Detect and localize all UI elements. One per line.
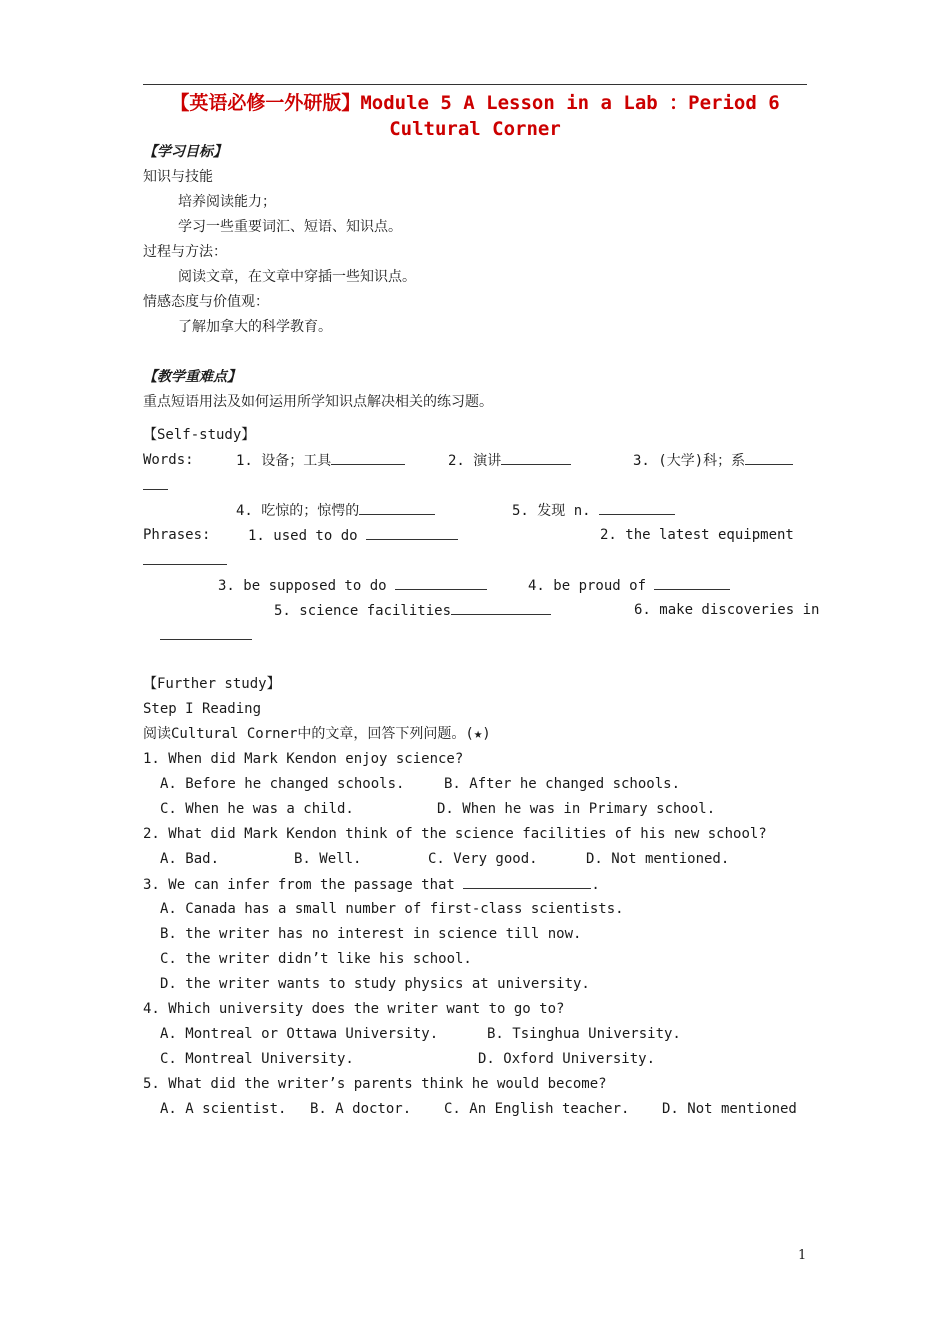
word-item: 4. 吃惊的；惊愕的 — [236, 500, 435, 521]
option[interactable]: B. Well. — [294, 851, 362, 867]
title-line-2: Cultural Corner — [389, 118, 561, 140]
answer-blank-continued[interactable] — [143, 475, 168, 496]
option[interactable]: D. Not mentioned — [662, 1101, 797, 1117]
phrase-item: 4. be proud of — [528, 575, 730, 596]
answer-blank[interactable] — [501, 450, 571, 465]
option[interactable]: C. When he was a child. — [160, 801, 354, 817]
option[interactable]: B. A doctor. — [310, 1101, 412, 1117]
word-item: 5. 发现 n. — [512, 500, 675, 521]
answer-blank[interactable] — [359, 500, 435, 515]
answer-blank[interactable] — [395, 575, 487, 590]
page-number: 1 — [798, 1248, 807, 1263]
option[interactable]: B. After he changed schools. — [444, 776, 681, 792]
question: 3. We can infer from the passage that . — [143, 874, 600, 895]
phrase-item: 3. be supposed to do — [218, 575, 487, 596]
words-label: Words: — [143, 452, 194, 468]
title-line-1: 【英语必修一外研版】Module 5 A Lesson in a Lab ：Period 6 — [170, 92, 780, 114]
attitude-label: 情感态度与价值观： — [143, 294, 269, 310]
option[interactable]: A. A scientist. — [160, 1101, 287, 1117]
process-item: 阅读文章，在文章中穿插一些知识点。 — [178, 269, 416, 285]
option[interactable]: A. Canada has a small number of first-class scientists. — [160, 901, 624, 917]
word-item: 1. 设备；工具 — [236, 450, 405, 471]
answer-blank[interactable] — [366, 525, 458, 540]
further-study-heading: 【Further study】 — [143, 676, 281, 692]
option[interactable]: A. Bad. — [160, 851, 220, 867]
knowledge-label: 知识与技能 — [143, 169, 213, 185]
self-study-heading: 【Self-study】 — [143, 427, 256, 443]
option[interactable]: C. Very good. — [428, 851, 538, 867]
attitude-item: 了解加拿大的科学教育。 — [178, 319, 332, 335]
option[interactable]: A. Montreal or Ottawa University. — [160, 1026, 439, 1042]
keypoints-text: 重点短语用法及如何运用所学知识点解决相关的练习题。 — [143, 394, 493, 410]
answer-blank[interactable] — [599, 500, 675, 515]
option[interactable]: D. Not mentioned. — [586, 851, 730, 867]
phrase-item: 1. used to do — [248, 525, 458, 546]
answer-blank[interactable] — [451, 600, 551, 615]
option[interactable]: C. Montreal University. — [160, 1051, 354, 1067]
answer-blank[interactable] — [331, 450, 405, 465]
question: 5. What did the writer’s parents think he would become? — [143, 1076, 607, 1092]
question: 2. What did Mark Kendon think of the science facilities of his new school? — [143, 826, 767, 842]
option[interactable]: D. When he was in Primary school. — [437, 801, 716, 817]
answer-blank[interactable] — [654, 575, 730, 590]
option[interactable]: B. Tsinghua University. — [487, 1026, 681, 1042]
word-item: 2. 演讲 — [448, 450, 571, 471]
answer-blank-continued[interactable] — [160, 625, 252, 646]
answer-blank[interactable] — [745, 450, 793, 465]
option[interactable]: D. the writer wants to study physics at university. — [160, 976, 590, 992]
phrase-item: 6. make discoveries in — [634, 602, 820, 618]
option[interactable]: C. An English teacher. — [444, 1101, 630, 1117]
phrase-item: 2. the latest equipment — [600, 527, 794, 543]
question: 4. Which university does the writer want to go to? — [143, 1001, 565, 1017]
answer-blank-continued[interactable] — [143, 550, 227, 571]
option[interactable]: B. the writer has no interest in science till now. — [160, 926, 582, 942]
option[interactable]: A. Before he changed schools. — [160, 776, 405, 792]
knowledge-item: 培养阅读能力； — [178, 194, 276, 210]
phrase-item: 5. science facilities — [274, 600, 551, 621]
phrases-label: Phrases: — [143, 527, 211, 543]
question: 1. When did Mark Kendon enjoy science? — [143, 751, 464, 767]
answer-blank[interactable] — [463, 874, 591, 889]
page-title — [143, 90, 807, 142]
knowledge-item: 学习一些重要词汇、短语、知识点。 — [178, 219, 402, 235]
instruction: 阅读Cultural Corner中的文章，回答下列问题。(★) — [143, 726, 491, 742]
process-label: 过程与方法： — [143, 244, 227, 260]
objectives-heading: 【学习目标】 — [143, 144, 227, 160]
option[interactable]: C. the writer didn’t like his school. — [160, 951, 472, 967]
word-item: 3. (大学)科；系 — [633, 450, 793, 471]
header-rule — [143, 84, 807, 85]
keypoints-heading: 【教学重难点】 — [143, 369, 241, 385]
option[interactable]: D. Oxford University. — [478, 1051, 656, 1067]
step-label: Step I Reading — [143, 701, 262, 717]
